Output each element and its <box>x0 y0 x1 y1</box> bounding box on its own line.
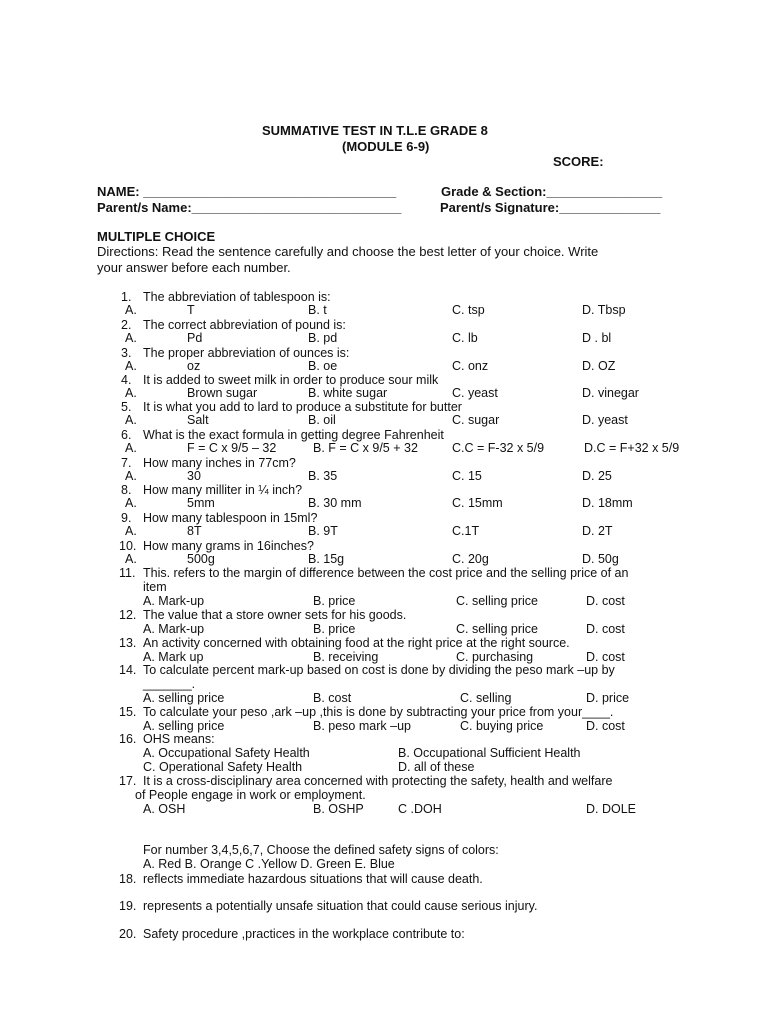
question-number: 5. <box>121 400 132 414</box>
question-number: 7. <box>121 456 132 470</box>
option-b: B. 35 <box>308 469 338 483</box>
option-a: A. Mark-up <box>143 622 205 636</box>
option-b: B. 9T <box>308 524 338 538</box>
option-d: D. 50g <box>582 552 619 566</box>
option-d: D.C = F+32 x 5/9 <box>584 441 680 455</box>
question-text: The abbreviation of tablespoon is: <box>143 290 331 304</box>
question-text: It is added to sweet milk in order to produce sour milk <box>143 373 439 387</box>
option-c: C .DOH <box>398 802 442 816</box>
question-text-continued: _______. <box>143 677 196 691</box>
option-a: A. selling price <box>143 719 225 733</box>
option-b: B. oe <box>308 359 338 373</box>
question-text: Safety procedure ,practices in the workplace contribute to: <box>143 927 465 941</box>
option-a: A. selling price <box>143 691 225 705</box>
option-c: C. Operational Safety Health <box>143 760 303 774</box>
question-number: 20. <box>119 927 137 941</box>
question-text: To calculate percent mark-up based on cost is done by dividing the peso mark –up by <box>143 663 615 677</box>
option-c: C.C = F-32 x 5/9 <box>452 441 545 455</box>
option-letter-a: A. <box>125 552 137 566</box>
option-d: D. 18mm <box>582 496 633 510</box>
option-a: 5mm <box>187 496 215 510</box>
option-letter-a: A. <box>125 303 137 317</box>
question-text: The value that a store owner sets for his goods. <box>143 608 407 622</box>
option-a: 30 <box>187 469 201 483</box>
option-d: D. vinegar <box>582 386 639 400</box>
option-d: D. yeast <box>582 413 628 427</box>
question-text: The proper abbreviation of ounces is: <box>143 346 350 360</box>
directions-line-2: your answer before each number. <box>97 260 291 275</box>
option-a: oz <box>187 359 201 373</box>
option-c: C.1T <box>452 524 480 538</box>
question-text: How many grams in 16inches? <box>143 539 314 553</box>
question-text: reflects immediate hazardous situations that will cause death. <box>143 872 483 886</box>
directions-line-1: Directions: Read the sentence carefully and choose the best letter of your choice. Write <box>97 244 599 259</box>
option-letter-a: A. <box>125 359 137 373</box>
question-text: What is the exact formula in getting degree Fahrenheit <box>143 428 444 442</box>
option-letter-a: A. <box>125 496 137 510</box>
question-text: It is a cross-disciplinary area concerned with protecting the safety, health and welfare <box>143 774 613 788</box>
question-number: 11. <box>119 566 136 580</box>
option-d: D. cost <box>586 594 625 608</box>
option-a: Brown sugar <box>187 386 258 400</box>
option-a: A. Mark up <box>143 650 204 664</box>
option-d: D. 25 <box>582 469 612 483</box>
section-heading: MULTIPLE CHOICE <box>97 229 216 244</box>
question-number: 16. <box>119 732 137 746</box>
option-a: 500g <box>187 552 215 566</box>
option-d: D. DOLE <box>586 802 637 816</box>
parent-signature-field[interactable]: Parent/s Signature:______________ <box>440 200 661 215</box>
question-number: 9. <box>121 511 132 525</box>
option-a: A. OSH <box>143 802 186 816</box>
option-c: C. yeast <box>452 386 498 400</box>
colors-list: A. Red B. Orange C .Yellow D. Green E. Blue <box>143 857 395 871</box>
question-text-continued: item <box>143 580 167 594</box>
option-b: B. 15g <box>308 552 345 566</box>
option-b: B. OSHP <box>313 802 364 816</box>
parent-name-field[interactable]: Parent/s Name:_____________________________ <box>97 200 402 215</box>
option-c: C. buying price <box>460 719 544 733</box>
option-c: C. 20g <box>452 552 489 566</box>
option-d: D . bl <box>582 331 612 345</box>
option-a: Pd <box>187 331 203 345</box>
option-d: D. cost <box>586 650 625 664</box>
option-b: B. price <box>313 622 356 636</box>
option-letter-a: A. <box>125 469 137 483</box>
option-b: B. pd <box>308 331 338 345</box>
option-a: Salt <box>187 413 209 427</box>
question-text: OHS means: <box>143 732 215 746</box>
page-subtitle: (MODULE 6-9) <box>342 139 430 154</box>
option-b: B. Occupational Sufficient Health <box>398 746 581 760</box>
option-b: B. peso mark –up <box>313 719 411 733</box>
option-d: D. cost <box>586 719 625 733</box>
option-b: B. white sugar <box>308 386 388 400</box>
question-number: 4. <box>121 373 132 387</box>
option-c: C. selling price <box>456 594 538 608</box>
option-d: D. 2T <box>582 524 613 538</box>
grade-section-field[interactable]: Grade & Section:________________ <box>441 184 663 199</box>
option-a: F = C x 9/5 – 32 <box>187 441 277 455</box>
option-c: C. onz <box>452 359 489 373</box>
option-a: A. Occupational Safety Health <box>143 746 310 760</box>
question-text: How many milliter in ¼ inch? <box>143 483 303 497</box>
option-c: C. selling <box>460 691 512 705</box>
page-title: SUMMATIVE TEST IN T.L.E GRADE 8 <box>262 123 488 138</box>
option-letter-a: A. <box>125 413 137 427</box>
option-c: C. lb <box>452 331 478 345</box>
option-c: C. sugar <box>452 413 500 427</box>
question-text: To calculate your peso ,ark –up ,this is done by subtracting your price from your____. <box>143 705 614 719</box>
question-text: represents a potentially unsafe situation that could cause serious injury. <box>143 899 538 913</box>
question-number: 6. <box>121 428 132 442</box>
option-d: D. cost <box>586 622 625 636</box>
question-number: 12. <box>119 608 137 622</box>
option-letter-a: A. <box>125 524 137 538</box>
option-b: B. F = C x 9/5 + 32 <box>313 441 418 455</box>
question-number: 19. <box>119 899 137 913</box>
option-d: D. Tbsp <box>582 303 626 317</box>
colors-instruction: For number 3,4,5,6,7, Choose the defined safety signs of colors: <box>143 843 499 857</box>
option-c: C. 15 <box>452 469 482 483</box>
question-text: An activity concerned with obtaining food at the right price at the right source. <box>143 636 570 650</box>
option-c: C. selling price <box>456 622 538 636</box>
question-text: The correct abbreviation of pound is: <box>143 318 346 332</box>
option-b: B. 30 mm <box>308 496 362 510</box>
question-text: It is what you add to lard to produce a substitute for butter <box>143 400 462 414</box>
option-c: C. 15mm <box>452 496 503 510</box>
option-b: B. price <box>313 594 356 608</box>
question-number: 2. <box>121 318 132 332</box>
option-letter-a: A. <box>125 441 137 455</box>
option-a: 8T <box>187 524 202 538</box>
question-number: 14. <box>119 663 137 677</box>
question-number: 17. <box>119 774 137 788</box>
question-text: How many tablespoon in 15ml? <box>143 511 318 525</box>
option-letter-a: A. <box>125 331 137 345</box>
name-field[interactable]: NAME: ___________________________________ <box>97 184 397 199</box>
option-a: T <box>187 303 195 317</box>
option-b: B. oil <box>308 413 336 427</box>
question-text: This. refers to the margin of difference between the cost price and the selling price of an <box>143 566 629 580</box>
question-number: 13. <box>119 636 137 650</box>
option-b: B. receiving <box>313 650 379 664</box>
question-number: 15. <box>119 705 137 719</box>
question-number: 18. <box>119 872 137 886</box>
option-d: D. OZ <box>582 359 616 373</box>
option-d: D. all of these <box>398 760 475 774</box>
question-text-continued: of People engage in work or employment. <box>135 788 366 802</box>
option-c: C. purchasing <box>456 650 534 664</box>
question-number: 1. <box>121 290 132 304</box>
option-letter-a: A. <box>125 386 137 400</box>
option-b: B. cost <box>313 691 352 705</box>
question-text: How many inches in 77cm? <box>143 456 296 470</box>
question-number: 8. <box>121 483 132 497</box>
option-c: C. tsp <box>452 303 485 317</box>
option-a: A. Mark-up <box>143 594 205 608</box>
option-b: B. t <box>308 303 327 317</box>
option-d: D. price <box>586 691 630 705</box>
question-number: 10. <box>119 539 137 553</box>
score-label: SCORE: <box>553 154 604 169</box>
question-number: 3. <box>121 346 132 360</box>
